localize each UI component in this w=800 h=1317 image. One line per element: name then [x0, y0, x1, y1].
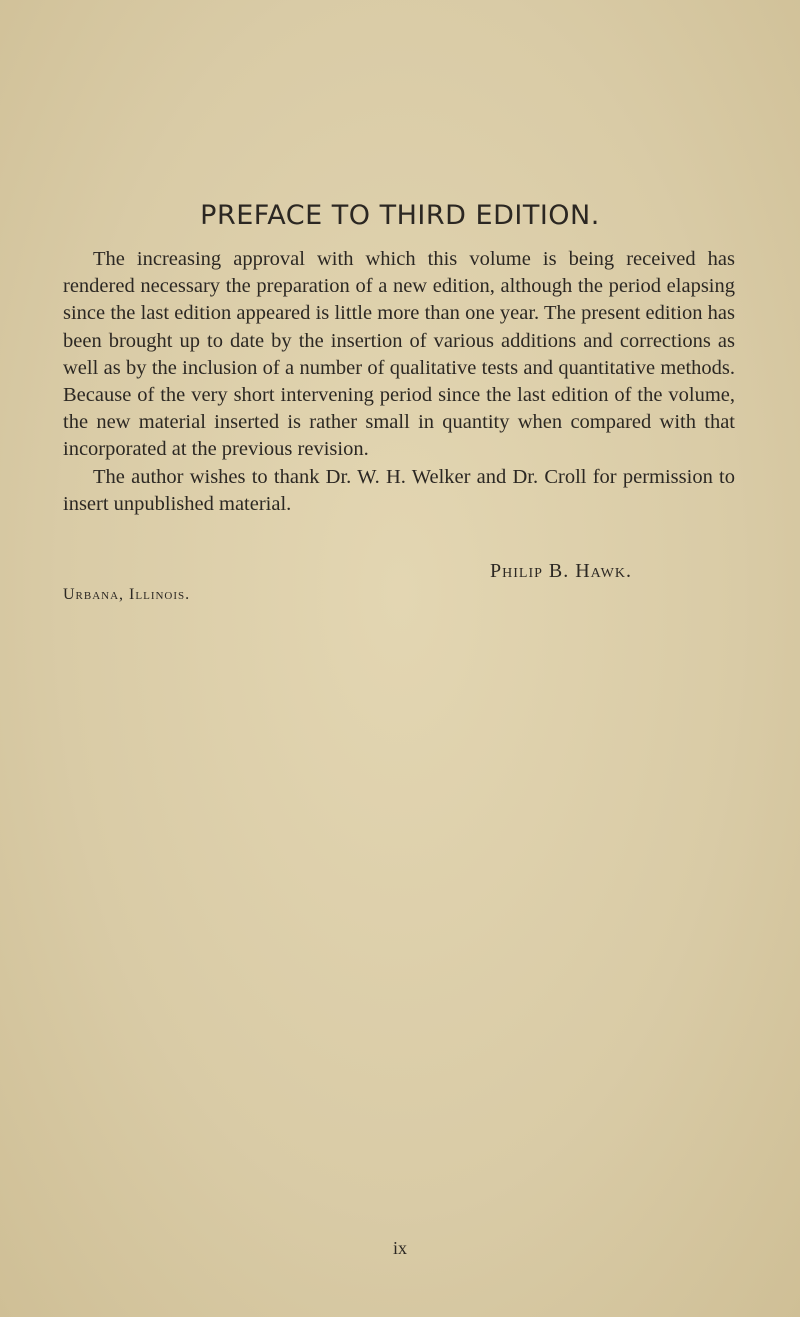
author-signature: Philip B. Hawk. [490, 560, 632, 582]
page-number: ix [392, 1238, 407, 1258]
preface-body [63, 246, 735, 518]
preface-paragraph-1: The increasing approval with which this volume is being received has rendered necessary the preparation of a new edition, although the period elapsing since the last edition appeared is little more than one year. The present edition has been brought up to date by the insertion of various additions and corrections as well as by the inclusion of a number of qualitative tests and quantitative methods. Because of the very short intervening period since the last edition of the volume, the new material inserted is rather small in quantity when compared with that incorporated at the previous revision. [63, 248, 735, 461]
place-line: Urbana, Illinois. [63, 586, 191, 603]
preface-paragraph-2: The author wishes to thank Dr. W. H. Welker and Dr. Croll for permission to insert unpublished material. [63, 465, 735, 515]
preface-title: PREFACE TO THIRD EDITION. [200, 200, 600, 231]
